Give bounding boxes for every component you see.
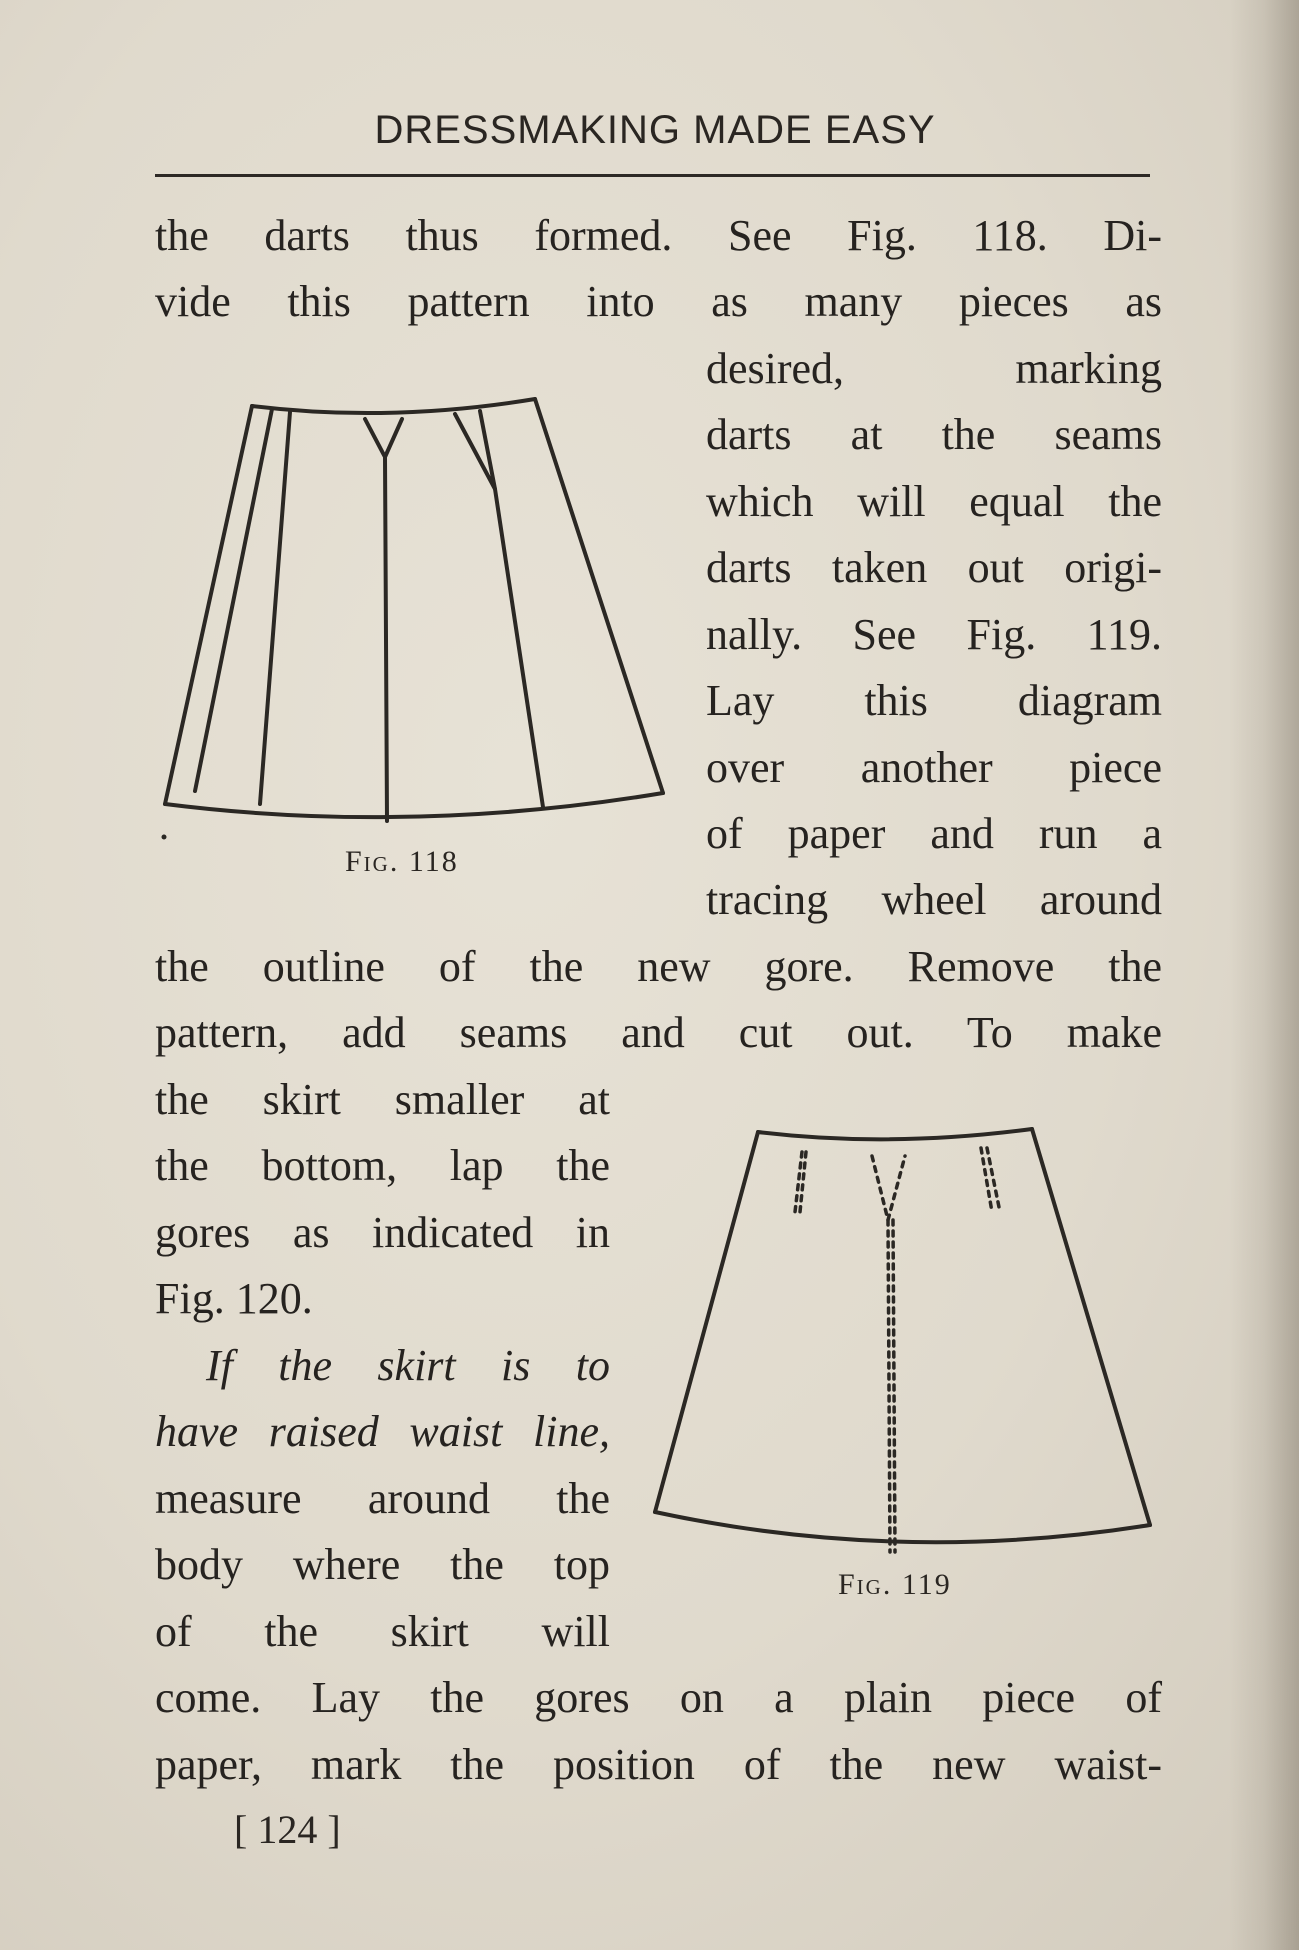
figure-118-skirt-pattern-icon (150, 385, 690, 845)
text-line: paper, mark the position of the new waist- (155, 1740, 1162, 1789)
text-line: desired, marking (706, 344, 1162, 393)
text-line: measure around the (155, 1474, 610, 1523)
text-line: over another piece (706, 743, 1162, 792)
italic-text-line: have raised waist line, (155, 1407, 610, 1456)
italic-text-line: If the skirt is to (206, 1341, 610, 1390)
text-line: body where the top (155, 1540, 610, 1589)
figure-119-skirt-gore-icon (650, 1120, 1160, 1565)
text-line: vide this pattern into as many pieces as (155, 277, 1162, 326)
text-line: tracing wheel around (706, 875, 1162, 924)
text-line: come. Lay the gores on a plain piece of (155, 1673, 1162, 1722)
text-line: which will equal the (706, 477, 1162, 526)
page-gutter-shadow (1229, 0, 1299, 1950)
header-rule (155, 174, 1150, 177)
text-line: the skirt smaller at (155, 1075, 610, 1124)
text-line: Lay this diagram (706, 676, 1162, 725)
text-line: the bottom, lap the (155, 1141, 610, 1190)
text-line: nally. See Fig. 119. (706, 610, 1162, 659)
text-line: Fig. 120. (155, 1274, 313, 1323)
text-line: darts at the seams (706, 410, 1162, 459)
figure-119-caption: Fig. 119 (838, 1568, 952, 1601)
text-line: darts taken out origi- (706, 543, 1162, 592)
running-head: DRESSMAKING MADE EASY (374, 108, 936, 152)
figure-118-caption: Fig. 118 (345, 845, 459, 878)
text-line: of the skirt will (155, 1607, 610, 1656)
page-number: [ 124 ] (234, 1807, 341, 1852)
text-line: of paper and run a (706, 809, 1162, 858)
text-line: the outline of the new gore. Remove the (155, 942, 1162, 991)
text-line: the darts thus formed. See Fig. 118. Di- (155, 211, 1162, 260)
text-line: pattern, add seams and cut out. To make (155, 1008, 1162, 1057)
text-line: gores as indicated in (155, 1208, 610, 1257)
